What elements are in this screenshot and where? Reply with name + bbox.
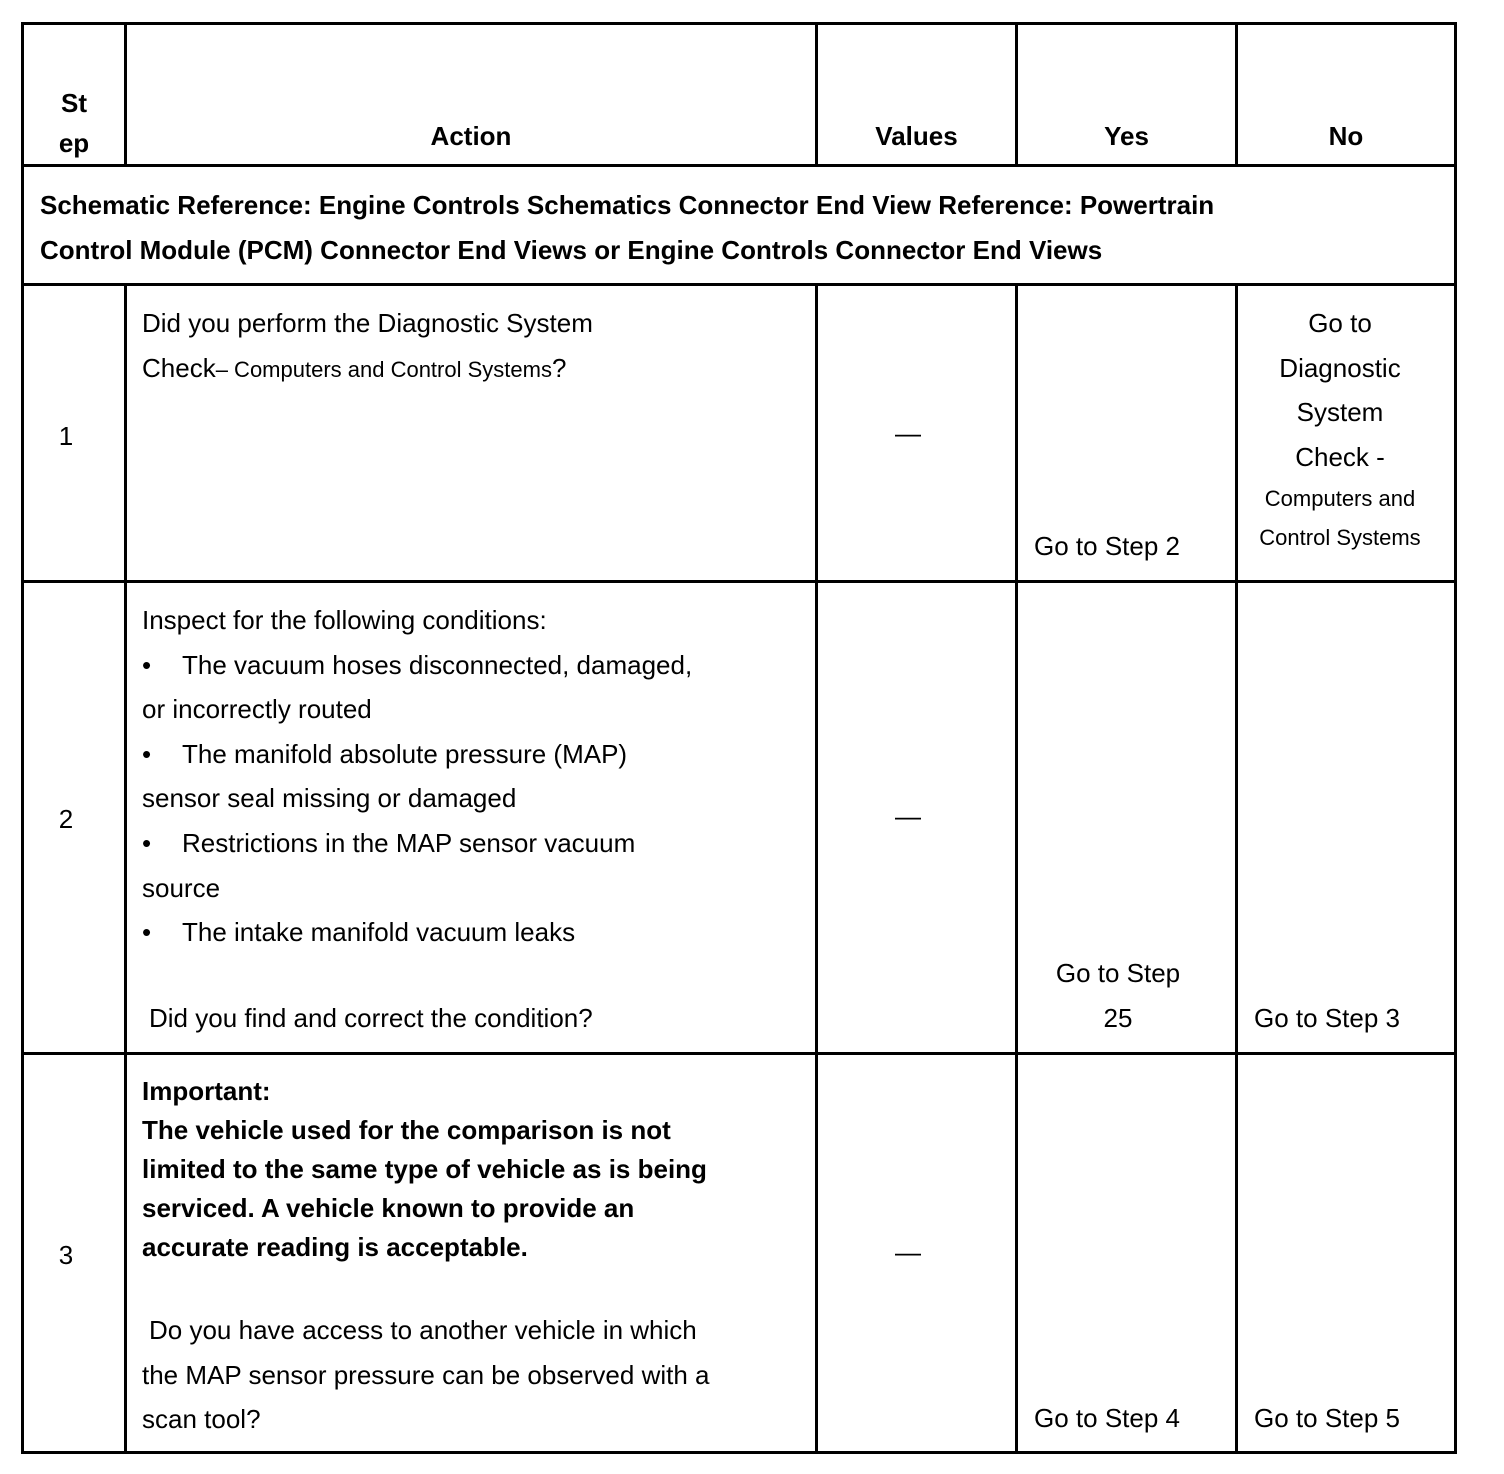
action-line: • The intake manifold vacuum leaks	[142, 910, 802, 955]
no-line: Control Systems	[1259, 525, 1421, 551]
action-line: Do you have access to another vehicle in which	[149, 1315, 697, 1345]
action-cell	[142, 598, 802, 955]
important-label: Important:	[142, 1076, 271, 1106]
action-line: Inspect for the following conditions:	[142, 605, 547, 635]
header-values: Values	[875, 121, 958, 151]
values-cell: —	[895, 801, 921, 831]
no-cell: Go to Step 3	[1254, 1003, 1400, 1033]
step-number: 1	[58, 421, 74, 451]
action-line: Check– Computers and Control Systems?	[142, 352, 567, 383]
header-step	[24, 83, 124, 163]
no-cell	[1238, 301, 1442, 557]
header-no: No	[1328, 121, 1364, 151]
bullet: •	[142, 827, 152, 858]
action-line: or incorrectly routed	[142, 694, 372, 725]
header-yes: Yes	[1104, 121, 1149, 151]
bullet: •	[142, 649, 152, 680]
bullet: •	[142, 738, 152, 769]
important-line: limited to the same type of vehicle as is being	[142, 1154, 707, 1184]
values-cell: —	[895, 1237, 921, 1267]
reference-line1: Schematic Reference: Engine Controls Schematics Connector End View Reference: Powertrain	[40, 190, 1215, 220]
header-action: Action	[430, 121, 512, 151]
no-line: Diagnostic	[1279, 352, 1401, 383]
step-number: 3	[58, 1240, 74, 1270]
row-divider	[24, 283, 1454, 286]
no-line: Check -	[1295, 441, 1385, 472]
yes-cell	[1018, 951, 1218, 1040]
action-cell	[142, 301, 802, 392]
schematic-reference	[40, 183, 1214, 273]
row-divider	[24, 164, 1454, 167]
row-divider	[24, 580, 1454, 583]
header-step-line2: ep	[58, 128, 90, 158]
yes-cell: Go to Step 4	[1034, 1403, 1180, 1433]
no-cell: Go to Step 5	[1254, 1403, 1400, 1433]
no-line: Go to	[1308, 308, 1372, 338]
no-line: Computers and	[1264, 486, 1416, 512]
important-note	[142, 1072, 802, 1267]
yes-cell: Go to Step 2	[1034, 531, 1180, 561]
action-line: the MAP sensor pressure can be observed with a	[142, 1359, 710, 1390]
action-question: Did you find and correct the condition?	[149, 1003, 593, 1033]
yes-line: 25	[1103, 1002, 1133, 1033]
action-line: sensor seal missing or damaged	[142, 783, 517, 814]
action-line: • Restrictions in the MAP sensor vacuum	[142, 821, 802, 866]
column-divider	[815, 284, 818, 1451]
no-line: System	[1296, 397, 1384, 428]
values-cell: —	[895, 418, 921, 448]
action-line: • The vacuum hoses disconnected, damaged,	[142, 643, 802, 688]
important-line: The vehicle used for the comparison is not	[142, 1115, 671, 1145]
column-divider	[124, 284, 127, 1451]
row-divider	[24, 1052, 1454, 1055]
important-line: serviced. A vehicle known to provide an	[142, 1193, 635, 1223]
yes-line: Go to Step	[1055, 958, 1181, 988]
action-line: Did you perform the Diagnostic System	[142, 308, 593, 338]
column-divider	[1015, 284, 1018, 1451]
diagnostic-table	[21, 22, 1457, 1454]
reference-line2: Control Module (PCM) Connector End Views or Engine Controls Connector End Views	[40, 235, 1103, 265]
step-number: 2	[58, 804, 74, 834]
action-question	[142, 1308, 802, 1442]
action-line: source	[142, 872, 221, 903]
bullet: •	[142, 917, 152, 948]
header-step-line1: St	[61, 88, 87, 118]
action-line: • The manifold absolute pressure (MAP)	[142, 732, 802, 777]
action-line: scan tool?	[142, 1404, 261, 1435]
important-line: accurate reading is acceptable.	[142, 1232, 528, 1262]
